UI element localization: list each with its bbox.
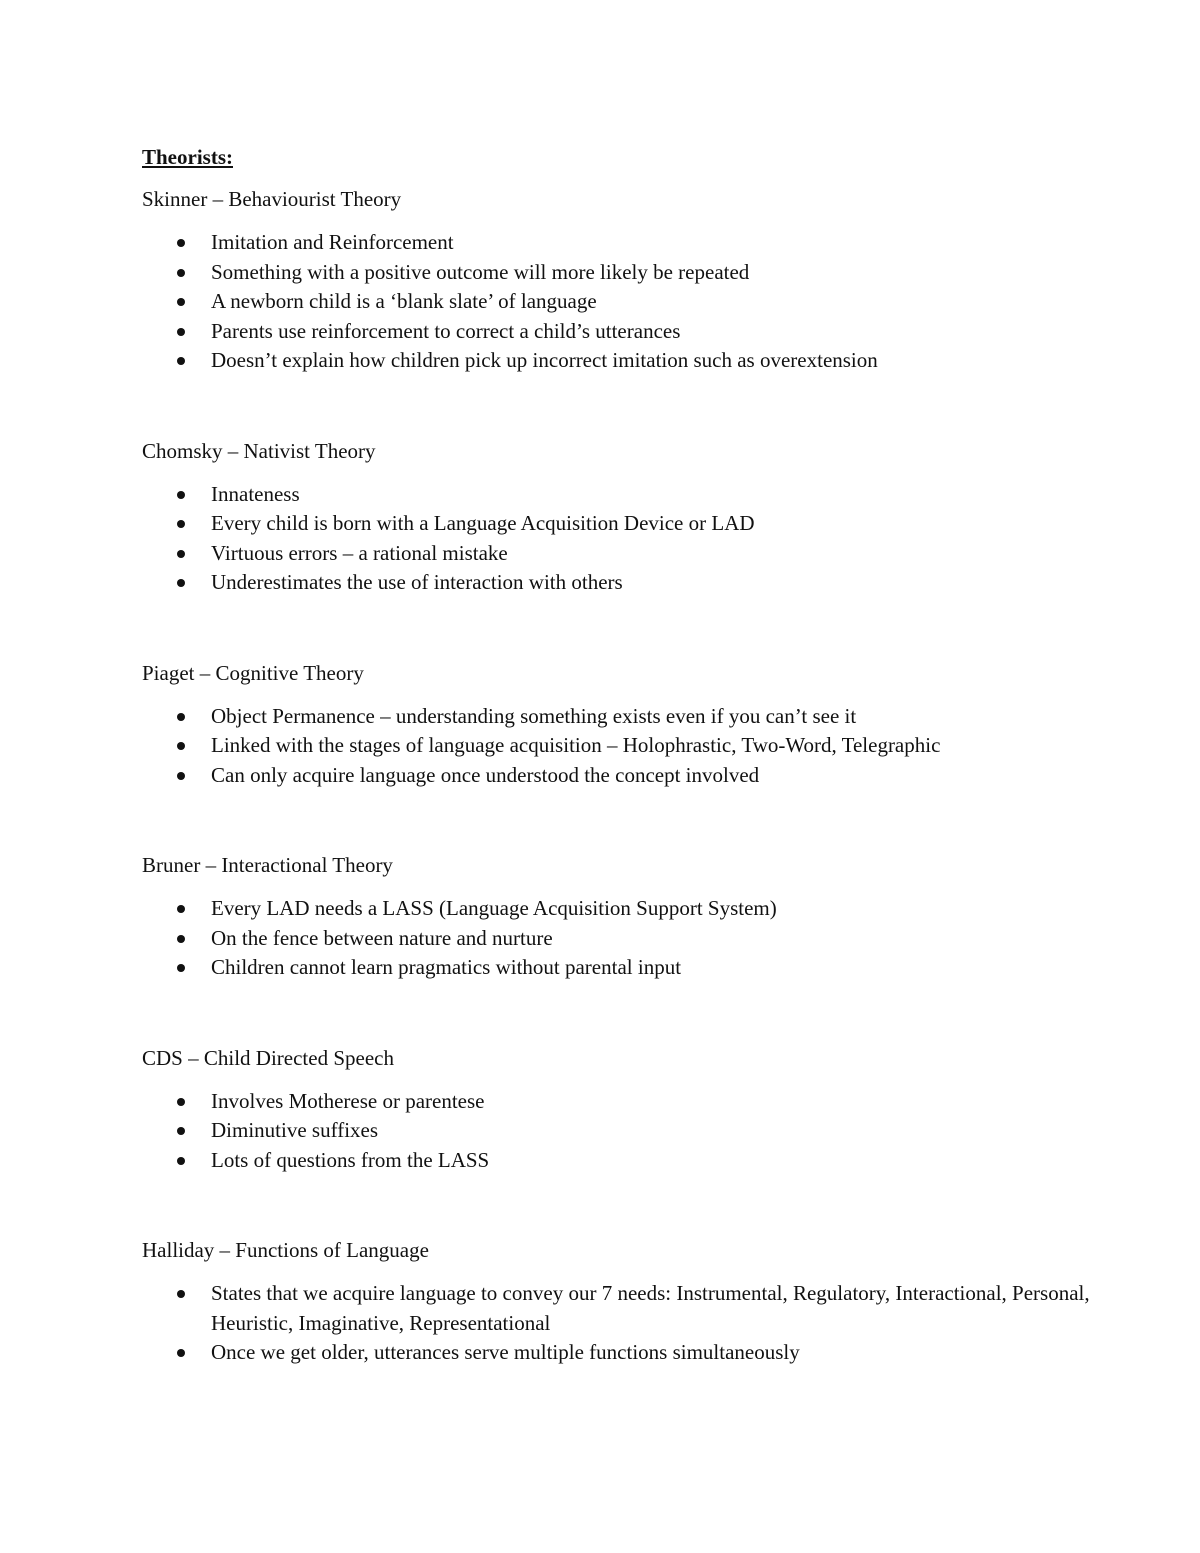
section-heading: Piaget – Cognitive Theory	[142, 660, 364, 685]
document-page	[142, 142, 1102, 1368]
bullet-icon	[177, 713, 185, 721]
section-bruner	[142, 850, 1102, 983]
section-halliday	[142, 1235, 1102, 1368]
list-item	[142, 568, 1102, 598]
section-piaget	[142, 658, 1102, 791]
bullet-icon	[177, 1349, 185, 1357]
section-heading: Chomsky – Nativist Theory	[142, 438, 376, 463]
list-item-text: Children cannot learn pragmatics without parental input	[211, 955, 682, 979]
list-item	[142, 480, 1102, 510]
list-item-text: Innateness	[211, 481, 300, 506]
list-item-text: Can only acquire language once understood the concept involved	[211, 762, 760, 787]
document-title: Theorists:	[142, 145, 233, 169]
list-item-text: Every child is born with a Language Acquisition Device or LAD	[211, 511, 755, 535]
list-item-text: Imitation and Reinforcement	[211, 230, 454, 254]
list-item	[142, 1279, 1102, 1338]
list-item-text: States that we acquire language to convey our 7 needs: Instrumental, Regulatory, Interactional, Personal, Heuristic, Imaginative, Representational	[211, 1281, 1090, 1335]
bullet-icon	[177, 964, 185, 972]
list-item-text: Doesn’t explain how children pick up incorrect imitation such as overextension	[211, 348, 878, 372]
bullet-list	[142, 702, 1102, 791]
list-item-text: Parents use reinforcement to correct a child’s utterances	[211, 318, 681, 343]
list-item	[142, 228, 1102, 258]
bullet-list	[142, 894, 1102, 983]
bullet-list	[142, 1087, 1102, 1176]
spacer	[142, 1175, 1102, 1235]
list-item	[142, 1338, 1102, 1368]
bullet-icon	[177, 520, 185, 528]
list-item	[142, 1116, 1102, 1146]
bullet-list	[142, 480, 1102, 598]
list-item	[142, 509, 1102, 539]
list-item-text: Something with a positive outcome will more likely be repeated	[211, 259, 750, 284]
list-item	[142, 702, 1102, 732]
spacer	[142, 376, 1102, 436]
bullet-icon	[177, 1127, 185, 1135]
spacer	[142, 598, 1102, 658]
bullet-icon	[177, 328, 185, 336]
list-item	[142, 1087, 1102, 1117]
spacer	[142, 983, 1102, 1043]
bullet-icon	[177, 1098, 185, 1106]
section-heading: Bruner – Interactional Theory	[142, 853, 393, 877]
list-item-text: Every LAD needs a LASS (Language Acquisition Support System)	[211, 896, 777, 920]
list-item-text: Diminutive suffixes	[211, 1118, 379, 1142]
list-item	[142, 731, 1102, 761]
list-item	[142, 953, 1102, 983]
list-item-text: Underestimates the use of interaction with others	[211, 570, 623, 594]
bullet-icon	[177, 579, 185, 587]
bullet-icon	[177, 1290, 185, 1298]
bullet-icon	[177, 1157, 185, 1165]
section-cds	[142, 1043, 1102, 1176]
list-item-text: A newborn child is a ‘blank slate’ of language	[211, 289, 597, 313]
list-item-text: Linked with the stages of language acquisition – Holophrastic, Two-Word, Telegraphic	[211, 733, 941, 757]
section-heading: Halliday – Functions of Language	[142, 1238, 429, 1262]
list-item	[142, 287, 1102, 317]
bullet-icon	[177, 905, 185, 913]
list-item-text: Virtuous errors – a rational mistake	[211, 540, 508, 565]
bullet-icon	[177, 239, 185, 247]
section-chomsky	[142, 436, 1102, 598]
bullet-list	[142, 1279, 1102, 1368]
bullet-icon	[177, 550, 185, 558]
list-item	[142, 317, 1102, 347]
list-item-text: On the fence between nature and nurture	[211, 925, 553, 950]
spacer	[142, 790, 1102, 850]
list-item-text: Involves Motherese or parentese	[211, 1088, 485, 1113]
list-item	[142, 1146, 1102, 1176]
list-item	[142, 258, 1102, 288]
list-item	[142, 894, 1102, 924]
list-item	[142, 539, 1102, 569]
bullet-icon	[177, 269, 185, 277]
bullet-icon	[177, 298, 185, 306]
section-skinner	[142, 184, 1102, 376]
bullet-list	[142, 228, 1102, 376]
bullet-icon	[177, 935, 185, 943]
list-item	[142, 761, 1102, 791]
list-item	[142, 346, 1102, 376]
list-item-text: Object Permanence – understanding something exists even if you can’t see it	[211, 703, 857, 728]
bullet-icon	[177, 742, 185, 750]
bullet-icon	[177, 772, 185, 780]
list-item-text: Lots of questions from the LASS	[211, 1147, 490, 1172]
section-heading: CDS – Child Directed Speech	[142, 1045, 394, 1070]
bullet-icon	[177, 357, 185, 365]
list-item-text: Once we get older, utterances serve multiple functions simultaneously	[211, 1340, 800, 1364]
section-heading: Skinner – Behaviourist Theory	[142, 187, 402, 211]
bullet-icon	[177, 491, 185, 499]
list-item	[142, 924, 1102, 954]
